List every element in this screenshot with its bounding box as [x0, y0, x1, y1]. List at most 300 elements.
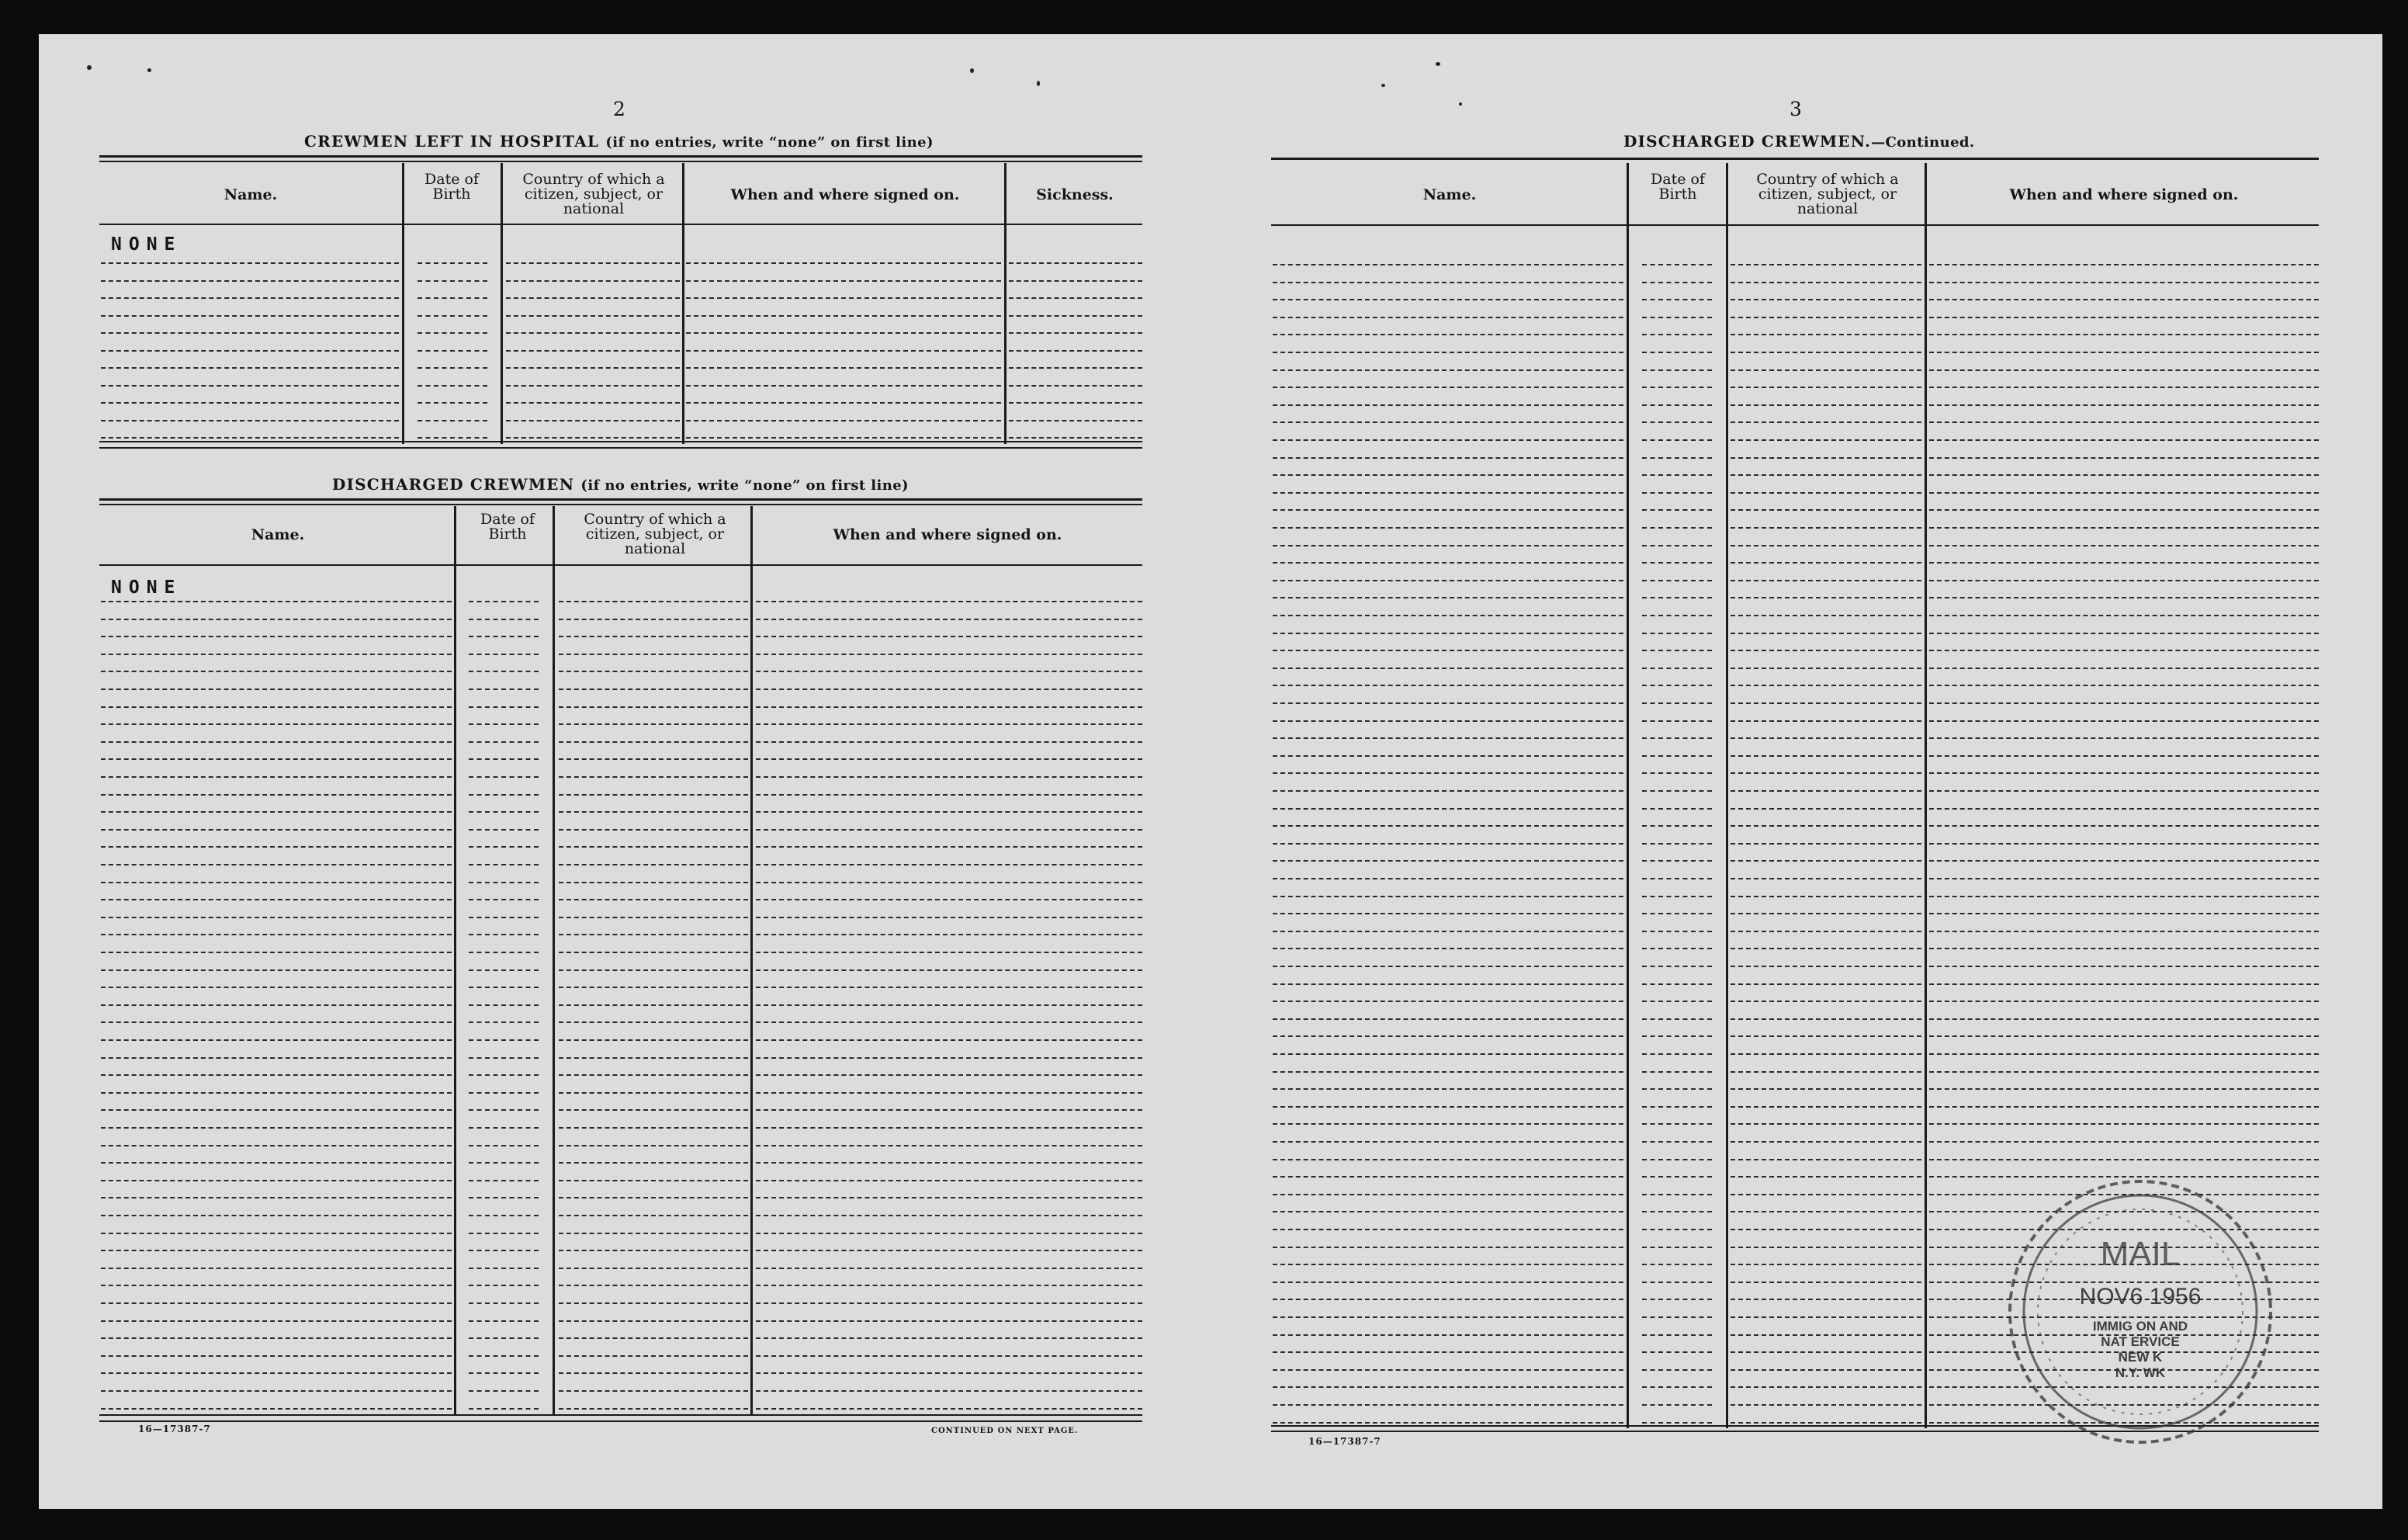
ruled-line — [469, 1285, 539, 1286]
top-rule — [99, 155, 1142, 158]
ruled-line — [756, 952, 1142, 953]
ruled-line — [1642, 317, 1712, 318]
bottom-rule — [99, 447, 1142, 449]
ruled-line — [469, 1250, 539, 1251]
ruled-line — [756, 1355, 1142, 1357]
ruled-line — [1731, 1018, 1921, 1020]
column-header-country: Country of which a citizen, subject, or national — [522, 171, 665, 217]
ruled-line — [756, 882, 1142, 883]
ruled-line — [756, 864, 1142, 865]
scan-speck — [1037, 81, 1040, 86]
ruled-line — [559, 1197, 748, 1198]
ruled-line — [1642, 299, 1712, 300]
ruled-line — [469, 601, 539, 602]
ruled-line — [1731, 439, 1921, 441]
ruled-line — [469, 1092, 539, 1094]
ruled-line — [506, 385, 680, 387]
ruled-line — [1731, 545, 1921, 546]
ruled-line — [1273, 702, 1623, 704]
ruled-line — [559, 1074, 748, 1076]
ruled-line — [1273, 369, 1623, 371]
column-divider — [501, 163, 503, 444]
ruled-line — [1731, 755, 1921, 757]
ruled-line — [1731, 685, 1921, 686]
ruled-line — [469, 1372, 539, 1374]
ruled-line — [1929, 369, 2319, 371]
ruled-line — [101, 367, 399, 369]
ruled-line — [559, 741, 748, 743]
ruled-line — [1731, 527, 1921, 529]
ruled-line — [1273, 562, 1623, 564]
ruled-line — [1273, 1141, 1623, 1143]
ruled-line — [506, 280, 680, 282]
ruled-line — [1731, 1369, 1921, 1371]
ruled-line — [1731, 1316, 1921, 1318]
column-divider — [1925, 163, 1927, 1428]
ruled-line — [101, 1372, 452, 1374]
ruled-line — [469, 1039, 539, 1041]
ruled-line — [559, 1180, 748, 1181]
ruled-line — [469, 1337, 539, 1339]
form-number: 16—17387-7 — [138, 1424, 211, 1434]
ruled-line — [1929, 282, 2319, 283]
ruled-line — [1731, 1334, 1921, 1336]
ruled-line — [469, 1127, 539, 1129]
ruled-line — [101, 1021, 452, 1023]
ruled-line — [469, 741, 539, 743]
ruled-line — [756, 1004, 1142, 1006]
column-divider — [750, 506, 753, 1416]
ruled-line — [1731, 282, 1921, 283]
column-header-sickness: Sickness. — [1036, 186, 1114, 203]
ruled-line — [1929, 948, 2319, 949]
ruled-line — [1273, 457, 1623, 459]
ruled-line — [1929, 896, 2319, 897]
ruled-line — [559, 1233, 748, 1234]
ruled-line — [1273, 580, 1623, 581]
ruled-line — [101, 917, 452, 918]
ruled-line — [1642, 948, 1712, 949]
ruled-line — [559, 829, 748, 831]
scan-speck — [1459, 102, 1462, 106]
ruled-line — [1929, 597, 2319, 598]
ruled-line — [1009, 367, 1142, 369]
top-rule — [99, 504, 1142, 505]
ruled-line — [469, 636, 539, 637]
ruled-line — [756, 1057, 1142, 1059]
ruled-line — [756, 723, 1142, 725]
ruled-line — [756, 654, 1142, 655]
ruled-line — [101, 1390, 452, 1392]
bottom-rule — [99, 1420, 1142, 1422]
ruled-line — [559, 1285, 748, 1286]
ruled-line — [1731, 948, 1921, 949]
ruled-line — [1273, 299, 1623, 300]
ruled-line — [1273, 509, 1623, 511]
ruled-line — [1009, 332, 1142, 334]
ruled-line — [756, 1109, 1142, 1111]
ruled-line — [559, 952, 748, 953]
ruled-line — [756, 1215, 1142, 1216]
ruled-line — [1273, 1404, 1623, 1406]
scan-speck — [1436, 62, 1440, 66]
ruled-line — [1731, 772, 1921, 774]
ruled-line — [1273, 1106, 1623, 1108]
ruled-line — [1642, 1369, 1712, 1371]
ruled-line — [469, 829, 539, 831]
ruled-line — [1642, 1351, 1712, 1353]
column-header-date-of-birth: Date of Birth — [424, 171, 479, 203]
ruled-line — [469, 706, 539, 708]
header-rule — [99, 224, 1142, 225]
ruled-line — [506, 367, 680, 369]
ruled-line — [1642, 597, 1712, 598]
ruled-line — [418, 297, 487, 299]
ruled-line — [756, 1337, 1142, 1339]
ruled-line — [101, 987, 452, 988]
ruled-line — [1273, 615, 1623, 616]
ruled-line — [1273, 650, 1623, 651]
ruled-line — [686, 350, 1001, 352]
ruled-line — [418, 262, 487, 264]
ruled-line — [1731, 983, 1921, 985]
ruled-line — [469, 776, 539, 778]
ruled-line — [559, 1145, 748, 1146]
ruled-line — [1009, 385, 1142, 387]
ruled-line — [756, 619, 1142, 620]
ruled-line — [1273, 948, 1623, 949]
column-divider — [1627, 163, 1629, 1428]
ruled-line — [101, 741, 452, 743]
ruled-line — [101, 1320, 452, 1322]
ruled-line — [756, 829, 1142, 831]
ruled-line — [1929, 702, 2319, 704]
hospital-title: CREWMEN LEFT IN HOSPITAL — [304, 132, 600, 151]
ruled-line — [1929, 439, 2319, 441]
ruled-line — [1273, 597, 1623, 598]
ruled-line — [756, 969, 1142, 971]
ruled-line — [101, 420, 399, 421]
ruled-line — [1642, 1053, 1712, 1055]
ruled-line — [1929, 633, 2319, 634]
ruled-line — [756, 636, 1142, 637]
ruled-line — [101, 636, 452, 637]
ruled-line — [1642, 1159, 1712, 1160]
ruled-line — [1009, 420, 1142, 421]
ruled-line — [1731, 931, 1921, 932]
ruled-line — [1009, 402, 1142, 404]
ruled-line — [1929, 685, 2319, 686]
ruled-line — [469, 1215, 539, 1216]
ruled-line — [101, 1057, 452, 1059]
ruled-line — [686, 332, 1001, 334]
ruled-line — [559, 776, 748, 778]
ruled-line — [418, 402, 487, 404]
ruled-line — [1642, 983, 1712, 985]
ruled-line — [1731, 668, 1921, 669]
ruled-line — [686, 315, 1001, 317]
ruled-line — [756, 987, 1142, 988]
ruled-line — [101, 846, 452, 848]
ruled-line — [1642, 668, 1712, 669]
ruled-line — [1731, 264, 1921, 265]
ruled-line — [1731, 387, 1921, 388]
ruled-line — [559, 811, 748, 813]
ruled-line — [1731, 597, 1921, 598]
ruled-line — [756, 671, 1142, 672]
column-header-signed-on: When and where signed on. — [2009, 186, 2239, 203]
ruled-line — [469, 1162, 539, 1164]
ruled-line — [1731, 317, 1921, 318]
ruled-line — [1642, 860, 1712, 862]
ruled-line — [1929, 808, 2319, 810]
ruled-line — [1929, 966, 2319, 967]
ruled-line — [469, 864, 539, 865]
ruled-line — [1731, 1282, 1921, 1283]
ruled-line — [1929, 737, 2319, 739]
ruled-line — [101, 969, 452, 971]
page-number: 3 — [1790, 98, 1802, 120]
ruled-line — [559, 706, 748, 708]
ruled-line — [1731, 650, 1921, 651]
ruled-line — [469, 882, 539, 883]
mail-postmark-stamp — [2001, 1172, 2280, 1452]
ruled-line — [1642, 1404, 1712, 1406]
ruled-line — [469, 1390, 539, 1392]
section-title-hospital — [304, 132, 934, 151]
ruled-line — [686, 297, 1001, 299]
ruled-line — [1273, 1211, 1623, 1212]
ruled-line — [756, 1039, 1142, 1041]
ruled-line — [469, 934, 539, 935]
ruled-line — [756, 794, 1142, 796]
ruled-line — [1731, 1141, 1921, 1143]
ruled-line — [1642, 720, 1712, 722]
ruled-line — [559, 1004, 748, 1006]
ruled-line — [1642, 1334, 1712, 1336]
ruled-line — [1929, 387, 2319, 388]
ruled-line — [559, 987, 748, 988]
ruled-line — [101, 619, 452, 620]
ruled-line — [1273, 878, 1623, 879]
ruled-line — [1273, 545, 1623, 546]
ruled-line — [756, 741, 1142, 743]
ruled-line — [418, 332, 487, 334]
stamp-date-text: NOV6 1956 — [2079, 1284, 2202, 1309]
ruled-line — [469, 952, 539, 953]
ruled-line — [1731, 1247, 1921, 1248]
ruled-line — [1642, 755, 1712, 757]
ruled-line — [1731, 562, 1921, 564]
ruled-line — [469, 1355, 539, 1357]
ruled-line — [756, 1127, 1142, 1129]
ruled-line — [101, 1268, 452, 1269]
ruled-line — [469, 1145, 539, 1146]
ruled-line — [1731, 334, 1921, 335]
ruled-line — [1642, 1018, 1712, 1020]
ruled-line — [1731, 369, 1921, 371]
ruled-line — [469, 1233, 539, 1234]
ruled-line — [1642, 1141, 1712, 1143]
ruled-line — [101, 899, 452, 900]
ruled-line — [1273, 755, 1623, 757]
ruled-line — [1273, 1422, 1623, 1424]
ruled-line — [1642, 790, 1712, 792]
ruled-line — [1642, 1088, 1712, 1090]
ruled-line — [1929, 264, 2319, 265]
ruled-line — [1009, 297, 1142, 299]
ruled-line — [559, 864, 748, 865]
ruled-line — [101, 776, 452, 778]
ruled-line — [1731, 702, 1921, 704]
ruled-line — [559, 654, 748, 655]
ruled-line — [469, 969, 539, 971]
ruled-line — [1642, 615, 1712, 616]
ruled-line — [1642, 1194, 1712, 1195]
ruled-line — [559, 1057, 748, 1059]
ruled-line — [756, 1250, 1142, 1251]
ruled-line — [1731, 1194, 1921, 1195]
top-rule — [99, 498, 1142, 501]
stamp-text-line3: IMMIG ON AND — [2092, 1319, 2188, 1334]
ruled-line — [756, 1390, 1142, 1392]
ruled-line — [506, 262, 680, 264]
ruled-line — [559, 1162, 748, 1164]
ruled-line — [1642, 1247, 1712, 1248]
ruled-line — [506, 315, 680, 317]
ruled-line — [1273, 527, 1623, 529]
ruled-line — [1731, 299, 1921, 300]
ruled-line — [1929, 790, 2319, 792]
ruled-line — [1731, 1088, 1921, 1090]
ruled-line — [1929, 650, 2319, 651]
ruled-line — [1731, 1229, 1921, 1230]
ruled-line — [1929, 509, 2319, 511]
discharged-title: DISCHARGED CREWMEN — [332, 475, 575, 494]
ruled-line — [101, 794, 452, 796]
ruled-line — [756, 688, 1142, 690]
ruled-line — [756, 1268, 1142, 1269]
column-header-signed-on: When and where signed on. — [730, 186, 960, 203]
ruled-line — [506, 437, 680, 439]
ruled-line — [1642, 1106, 1712, 1108]
ruled-line — [1929, 1071, 2319, 1073]
ruled-line — [1273, 790, 1623, 792]
page-number: 2 — [613, 98, 625, 120]
ruled-line — [1642, 966, 1712, 967]
ruled-line — [1273, 282, 1623, 283]
ruled-line — [1642, 1071, 1712, 1073]
ruled-line — [1642, 896, 1712, 897]
ruled-line — [101, 1109, 452, 1111]
ruled-line — [1273, 474, 1623, 476]
ruled-line — [1273, 352, 1623, 353]
ruled-line — [101, 1039, 452, 1041]
ruled-line — [1642, 1386, 1712, 1388]
ruled-line — [1929, 772, 2319, 774]
ruled-line — [101, 811, 452, 813]
ruled-line — [686, 420, 1001, 421]
ruled-line — [1731, 615, 1921, 616]
ruled-line — [1273, 1316, 1623, 1318]
ruled-line — [559, 1109, 748, 1111]
ruled-line — [1642, 527, 1712, 529]
ruled-line — [1731, 457, 1921, 459]
ruled-line — [1642, 509, 1712, 511]
ruled-line — [559, 1408, 748, 1410]
ruled-line — [1273, 317, 1623, 318]
column-divider — [682, 163, 684, 444]
ruled-line — [1929, 825, 2319, 827]
ruled-line — [1642, 352, 1712, 353]
ruled-line — [1273, 1123, 1623, 1125]
ruled-line — [559, 899, 748, 900]
ruled-line — [1731, 421, 1921, 423]
ruled-line — [1273, 966, 1623, 967]
ruled-line — [1929, 615, 2319, 616]
ruled-line — [506, 420, 680, 421]
ruled-line — [559, 1390, 748, 1392]
ruled-line — [1273, 1386, 1623, 1388]
ruled-line — [1642, 825, 1712, 827]
ruled-line — [469, 1074, 539, 1076]
ruled-line — [559, 758, 748, 760]
ruled-line — [1642, 334, 1712, 335]
column-header-signed-on: When and where signed on. — [833, 526, 1062, 543]
top-rule — [99, 161, 1142, 162]
ruled-line — [469, 1180, 539, 1181]
ruled-line — [1929, 931, 2319, 932]
ruled-line — [1273, 825, 1623, 827]
ruled-line — [101, 1145, 452, 1146]
ruled-line — [101, 1092, 452, 1094]
ruled-line — [101, 350, 399, 352]
ruled-line — [1642, 439, 1712, 441]
ruled-line — [1731, 1176, 1921, 1178]
ruled-line — [101, 1162, 452, 1164]
ruled-line — [101, 315, 399, 317]
ruled-line — [1929, 545, 2319, 546]
ruled-line — [1929, 1053, 2319, 1055]
ruled-line — [1929, 352, 2319, 353]
ruled-line — [756, 1180, 1142, 1181]
ruled-line — [756, 706, 1142, 708]
hospital-note: (if no entries, write “none” on first line) — [605, 134, 934, 151]
ruled-line — [418, 350, 487, 352]
ruled-line — [418, 315, 487, 317]
ruled-line — [418, 385, 487, 387]
ruled-line — [101, 332, 399, 334]
ruled-line — [559, 1372, 748, 1374]
ruled-line — [1642, 1001, 1712, 1002]
ruled-line — [1273, 737, 1623, 739]
ruled-line — [1273, 1194, 1623, 1195]
ruled-line — [418, 280, 487, 282]
ruled-line — [1273, 1334, 1623, 1336]
ruled-line — [101, 262, 399, 264]
ruled-line — [559, 1320, 748, 1322]
ruled-line — [559, 636, 748, 637]
ruled-line — [1731, 878, 1921, 879]
form-number: 16—17387-7 — [1308, 1436, 1381, 1447]
ruled-line — [1273, 1299, 1623, 1300]
ruled-line — [1273, 421, 1623, 423]
ruled-line — [1929, 1106, 2319, 1108]
ruled-line — [1273, 1018, 1623, 1020]
ruled-line — [1642, 264, 1712, 265]
ruled-line — [1642, 492, 1712, 494]
ruled-line — [101, 402, 399, 404]
